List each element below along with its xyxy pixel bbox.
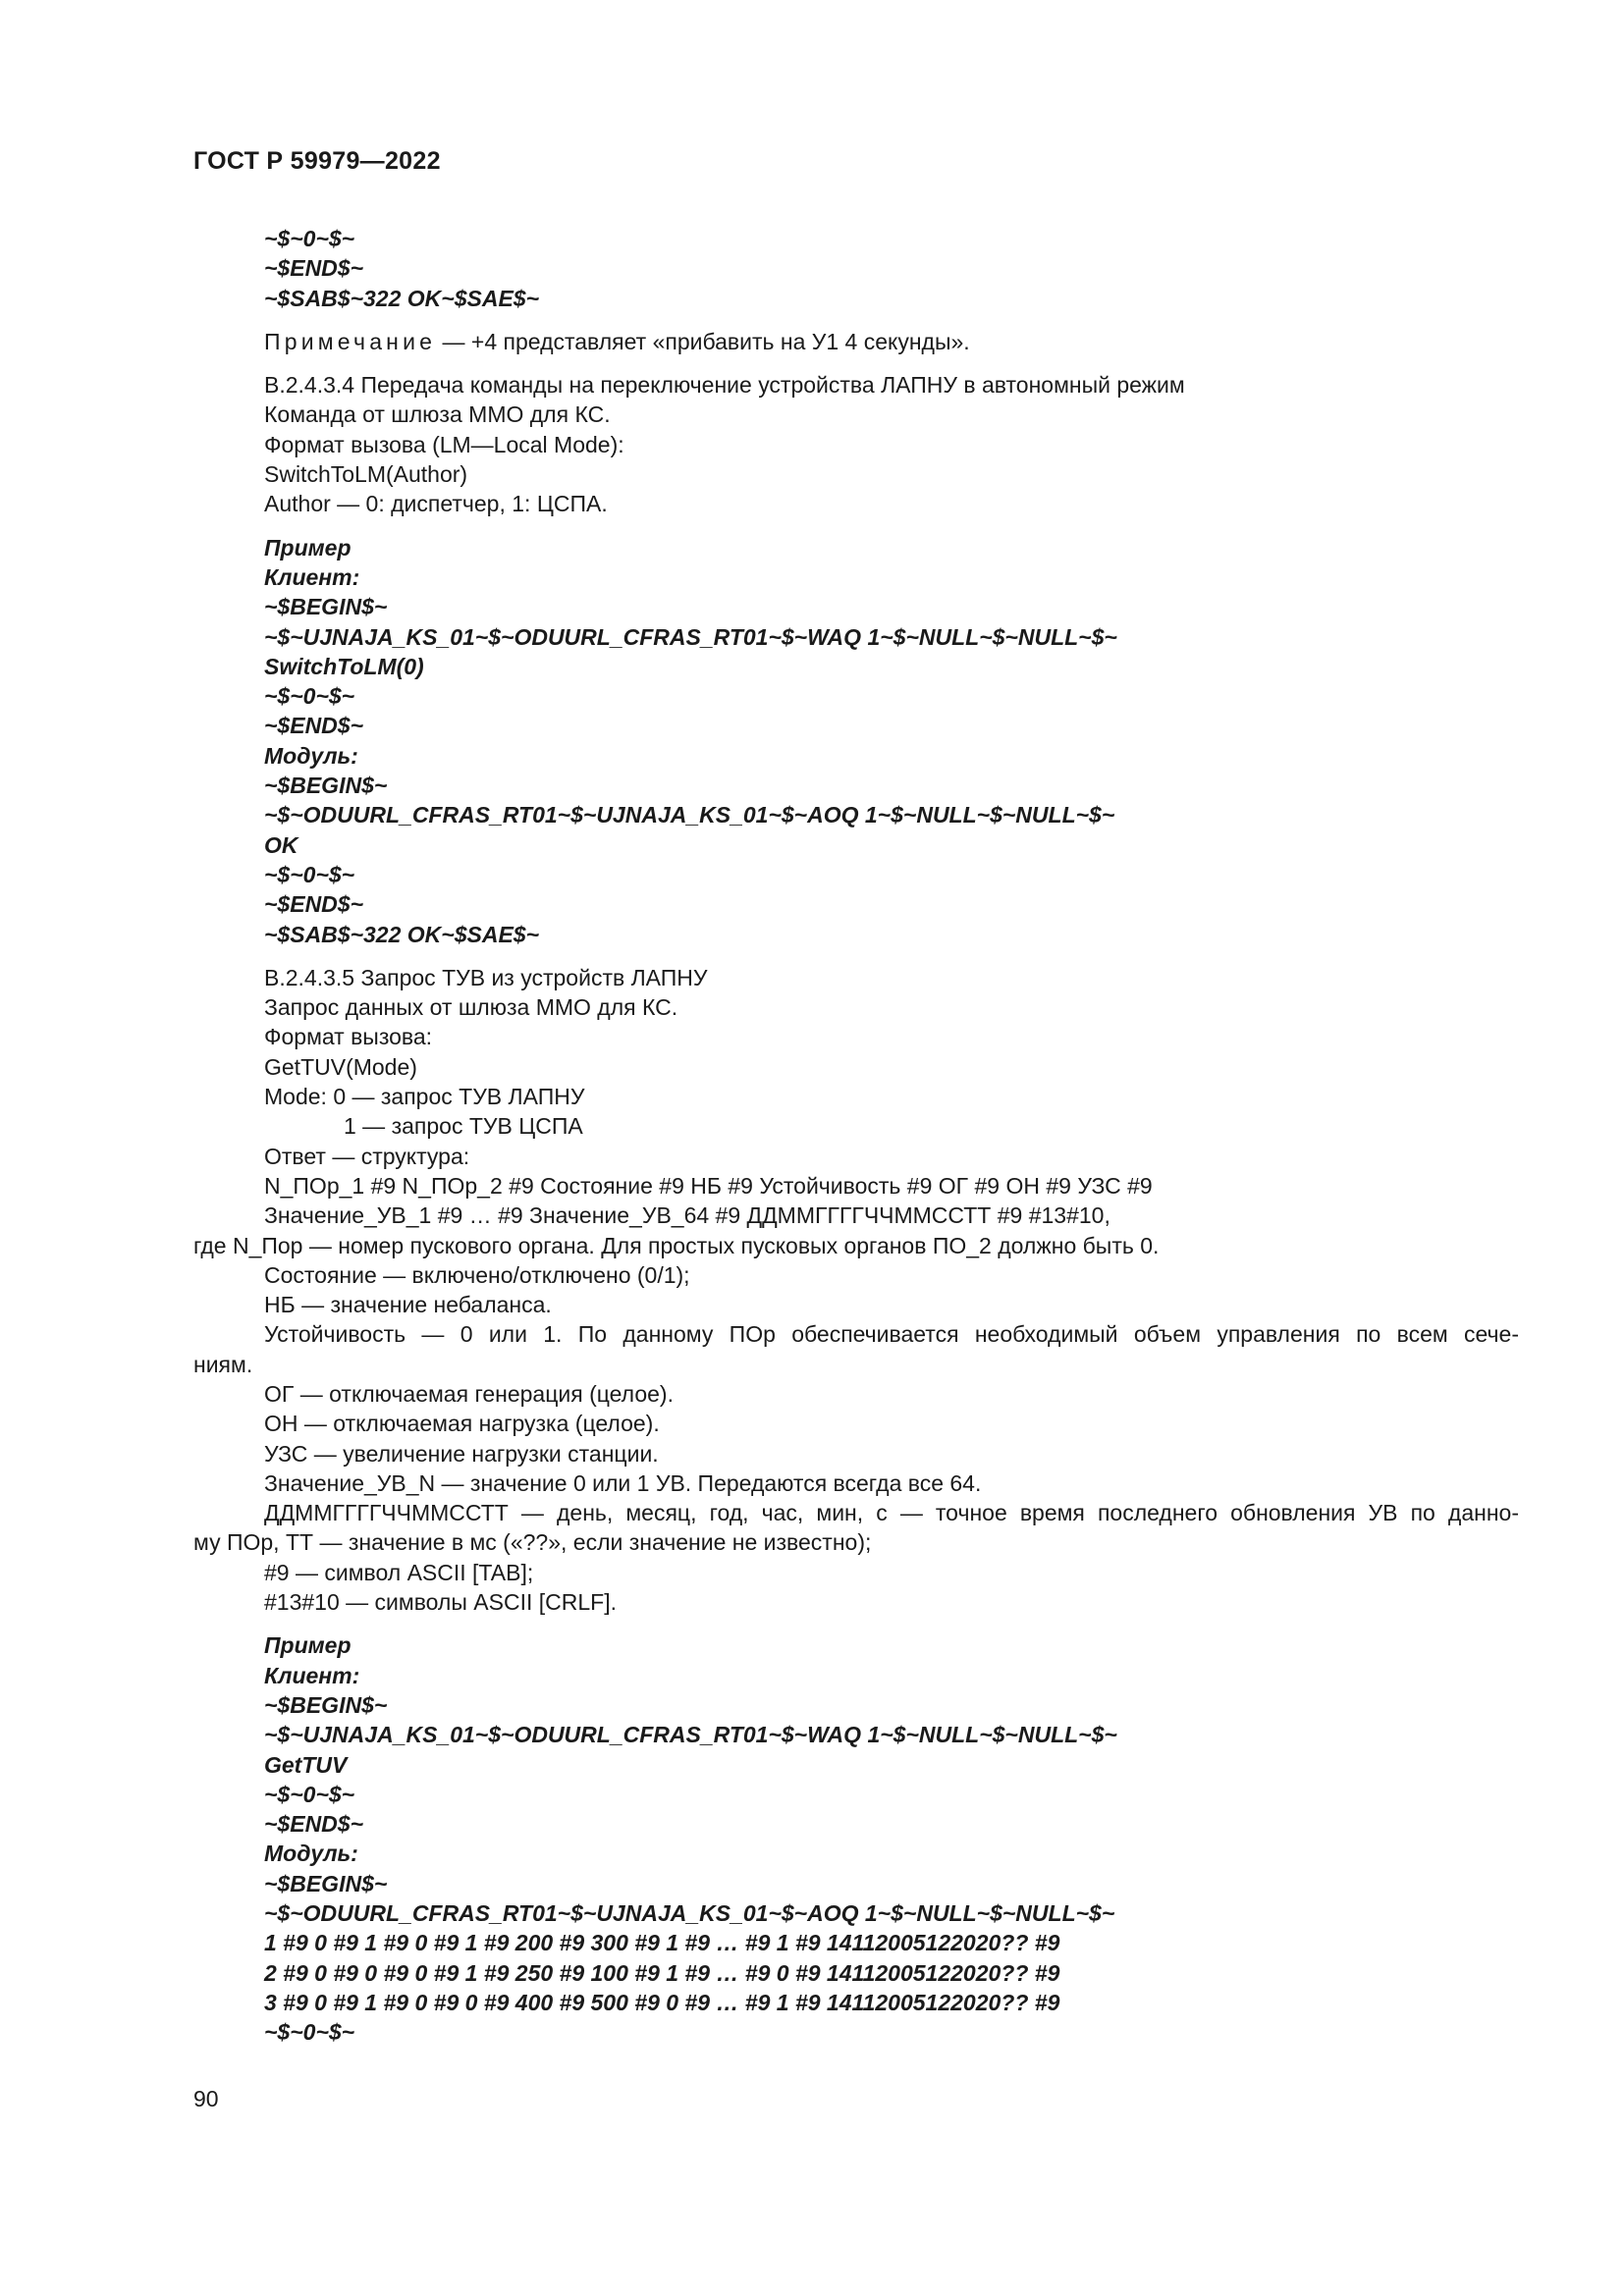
text-line: N_ПОр_1 #9 N_ПОр_2 #9 Состояние #9 НБ #9 Устойчивость #9 ОГ #9 ОН #9 УЗС #9 (264, 1172, 1153, 1199)
code-line: Модуль: (264, 742, 358, 769)
text-line: ОГ — отключаемая генерация (целое). (264, 1380, 674, 1407)
example-label: Пример (264, 534, 352, 561)
note (193, 327, 1519, 356)
code-line: ~$~0~$~ (264, 683, 355, 710)
example-label: Пример (264, 1632, 352, 1659)
code-line: Модуль: (264, 1841, 358, 1867)
text-line: му ПОр, ТТ — значение в мс («??», если значение не известно); (193, 1529, 872, 1556)
text-line: Ответ — структура: (264, 1143, 470, 1169)
text-line: SwitchToLM(Author) (264, 461, 468, 488)
text-line: Author — 0: диспетчер, 1: ЦСПА. (264, 491, 608, 517)
code-line: ~$SAB$~322 OK~$SAE$~ (264, 921, 540, 947)
text-line: Команда от шлюза ММО для КС. (264, 401, 611, 428)
code-line: ~$BEGIN$~ (264, 773, 388, 799)
text-line: ниям. (193, 1351, 253, 1377)
text-line: УЗС — увеличение нагрузки станции. (264, 1440, 659, 1467)
text-line: Устойчивость — 0 или 1. По данному ПОр обеспечивается необходимый объем управления по всем сече- (264, 1321, 1519, 1348)
page-number: 90 (193, 2086, 219, 2111)
code-line: 1 #9 0 #9 1 #9 0 #9 1 #9 200 #9 300 #9 1 #9 … #9 1 #9 14112005122020?? #9 (264, 1930, 1060, 1956)
code-line: ~$~0~$~ (264, 2019, 355, 2046)
code-line: ~$BEGIN$~ (264, 594, 388, 620)
text-line: #9 — символ ASCII [TAB]; (264, 1559, 534, 1585)
text-line: 1 — запрос ТУВ ЦСПА (344, 1113, 583, 1140)
code-line: ~$~0~$~ (264, 1781, 355, 1807)
section-heading: В.2.4.3.5 Запрос ТУВ из устройств ЛАПНУ (264, 964, 708, 990)
section-b24334 (193, 370, 1519, 518)
code-line: Клиент: (264, 1662, 360, 1688)
text-line: Формат вызова: (264, 1024, 433, 1050)
note-text: — +4 представляет «прибавить на У1 4 секунды». (436, 328, 970, 354)
text-line: GetTUV(Mode) (264, 1053, 417, 1080)
code-line: SwitchToLM(0) (264, 653, 424, 679)
code-line: ~$~ODUURL_CFRAS_RT01~$~UJNAJA_KS_01~$~AOQ 1~$~NULL~$~NULL~$~ (264, 802, 1115, 828)
document-header: ГОСТ Р 59979—2022 (193, 147, 441, 175)
text-line: ДДММГГГГЧЧММССТТ — день, месяц, год, час, мин, с — точное время последнего обновления УВ по данно- (264, 1500, 1519, 1526)
text-line: #13#10 — символы ASCII [CRLF]. (264, 1589, 617, 1616)
code-line: ~$~ODUURL_CFRAS_RT01~$~UJNAJA_KS_01~$~AOQ 1~$~NULL~$~NULL~$~ (264, 1900, 1115, 1927)
example-block-2 (193, 1630, 1519, 2047)
section-heading: В.2.4.3.4 Передача команды на переключение устройства ЛАПНУ в автономный режим (264, 372, 1185, 399)
code-line: 2 #9 0 #9 0 #9 0 #9 1 #9 250 #9 100 #9 1 #9 … #9 0 #9 14112005122020?? #9 (264, 1959, 1060, 1986)
code-line: ~$~0~$~ (264, 226, 355, 251)
code-line: Клиент: (264, 563, 360, 590)
text-line: Состояние — включено/отключено (0/1); (264, 1261, 690, 1288)
code-line: ~$SAB$~322 OK~$SAE$~ (264, 285, 540, 311)
text-line: где N_Пор — номер пускового органа. Для простых пусковых органов ПО_2 должно быть 0. (193, 1232, 1160, 1258)
code-line: 3 #9 0 #9 1 #9 0 #9 0 #9 400 #9 500 #9 0 #9 … #9 1 #9 14112005122020?? #9 (264, 1989, 1060, 2015)
page-content (193, 224, 1519, 2048)
text-line: Запрос данных от шлюза ММО для КС. (264, 994, 678, 1021)
text-line: Формат вызова (LM—Local Mode): (264, 431, 624, 457)
code-line: ~$END$~ (264, 1811, 364, 1838)
code-line: ~$BEGIN$~ (264, 1870, 388, 1896)
note-label: Примечание (264, 328, 437, 354)
code-line: ~$~UJNAJA_KS_01~$~ODUURL_CFRAS_RT01~$~WAQ 1~$~NULL~$~NULL~$~ (264, 1722, 1117, 1748)
text-line: Значение_УВ_N — значение 0 или 1 УВ. Передаются всегда все 64. (264, 1469, 982, 1496)
section-b24335 (193, 963, 1519, 1618)
code-line: ~$END$~ (264, 891, 364, 918)
text-line: НБ — значение небаланса. (264, 1292, 552, 1318)
code-line: ~$BEGIN$~ (264, 1691, 388, 1718)
code-line: ~$END$~ (264, 713, 364, 739)
text-line: ОН — отключаемая нагрузка (целое). (264, 1411, 660, 1437)
code-line: ~$~UJNAJA_KS_01~$~ODUURL_CFRAS_RT01~$~WAQ 1~$~NULL~$~NULL~$~ (264, 623, 1117, 650)
example-block-1 (193, 533, 1519, 949)
code-line: OK (264, 831, 298, 858)
intro-code-block (193, 224, 1519, 313)
code-line: ~$END$~ (264, 255, 364, 282)
text-line: Значение_УВ_1 #9 … #9 Значение_УВ_64 #9 ДДММГГГГЧЧММССТТ #9 #13#10, (264, 1202, 1110, 1229)
code-line: GetTUV (264, 1751, 348, 1778)
text-line: Mode: 0 — запрос ТУВ ЛАПНУ (264, 1084, 585, 1110)
code-line: ~$~0~$~ (264, 861, 355, 887)
